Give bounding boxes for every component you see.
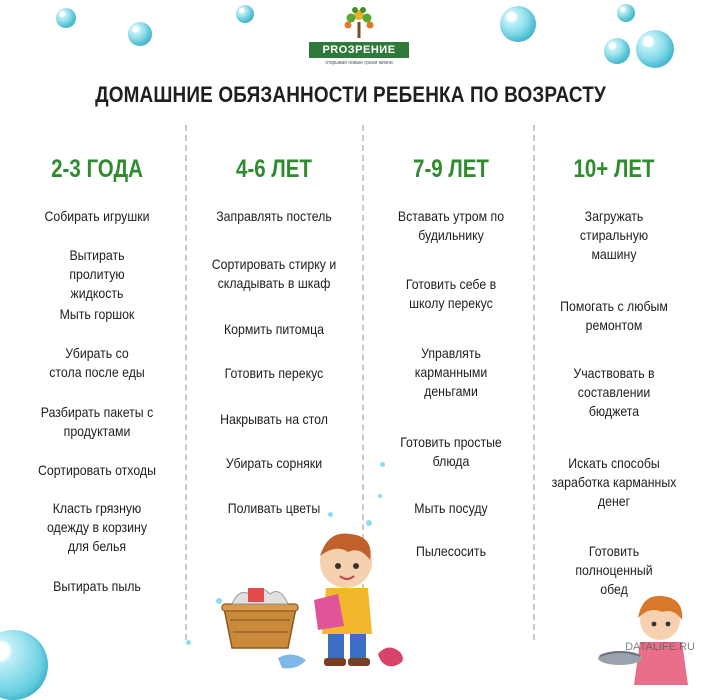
chore-item: Сортировать стирку и складывать в шкаф [211, 256, 337, 291]
watermark: DATALIFE.RU [625, 641, 695, 653]
chore-item: Загружать стиральную машину [579, 208, 649, 262]
tree-icon [339, 6, 379, 40]
bubble-decoration [617, 4, 635, 22]
bubble-decoration [500, 6, 536, 42]
age-column-7-9 [364, 150, 538, 559]
chore-item: Мыть горшок [59, 306, 135, 322]
chore-item: Убирать сорняки [225, 455, 323, 471]
chore-item: Помогать с любым ремонтом [560, 298, 668, 333]
chore-item: Вытирать пыль [53, 578, 141, 594]
chore-item: Готовить полноценный обед [575, 543, 653, 597]
chore-item: Убирать со стола после еды [49, 345, 145, 380]
bubble-decoration [0, 630, 48, 700]
chore-item: Готовить перекус [224, 365, 324, 381]
age-column-4-6 [187, 150, 361, 516]
dot-decoration [378, 494, 382, 498]
age-column-2-3 [10, 150, 184, 594]
chore-item: Пылесосить [415, 543, 487, 559]
chore-item: Кормить питомца [223, 321, 324, 337]
age-column-10-plus [527, 150, 701, 597]
chore-item: Управлять карманными деньгами [414, 345, 488, 399]
bubble-decoration [604, 38, 630, 64]
age-heading: 2-3 ГОДА [51, 155, 143, 183]
chore-item: Накрывать на стол [220, 411, 328, 427]
column-divider [185, 125, 187, 640]
child-cooking-illustration [590, 588, 701, 685]
dot-decoration [380, 462, 385, 467]
chore-item: Заправлять постель [216, 208, 332, 224]
chore-item: Участвовать в составлении бюджета [573, 365, 655, 419]
chore-item: Сортировать отходы [38, 462, 156, 478]
bubble-decoration [128, 22, 152, 46]
chore-item: Вставать утром по будильнику [397, 208, 505, 243]
chore-item: Вытирать пролитую жидкость [69, 247, 125, 301]
age-heading: 4-6 ЛЕТ [236, 155, 312, 183]
bubble-decoration [636, 30, 674, 68]
age-heading: 7-9 ЛЕТ [413, 155, 489, 183]
chore-item: Собирать игрушки [44, 208, 150, 224]
bubble-decoration [56, 8, 76, 28]
chore-item: Разбирать пакеты с продуктами [40, 404, 154, 439]
dot-decoration [186, 640, 191, 645]
page-title: ДОМАШНИЕ ОБЯЗАННОСТИ РЕБЕНКА ПО ВОЗРАСТУ [95, 82, 606, 107]
brand-tagline: открывая новые грани жизни [325, 60, 393, 66]
bubble-decoration [236, 5, 254, 23]
column-divider [533, 125, 535, 640]
age-heading: 10+ ЛЕТ [573, 155, 655, 183]
brand-name: PROЗРЕНИЕ [309, 42, 409, 58]
chore-item: Мыть посуду [414, 500, 488, 516]
chore-item: Готовить простые блюда [400, 434, 502, 469]
chore-item: Поливать цветы [227, 500, 321, 516]
chore-item: Готовить себе в школу перекус [405, 276, 497, 311]
child-laundry-illustration [218, 530, 413, 680]
chore-item: Класть грязную одежду в корзину для белья [46, 500, 148, 554]
chore-item: Искать способы заработка карманных денег [551, 455, 677, 509]
dot-decoration [366, 520, 372, 526]
logo [303, 6, 415, 76]
